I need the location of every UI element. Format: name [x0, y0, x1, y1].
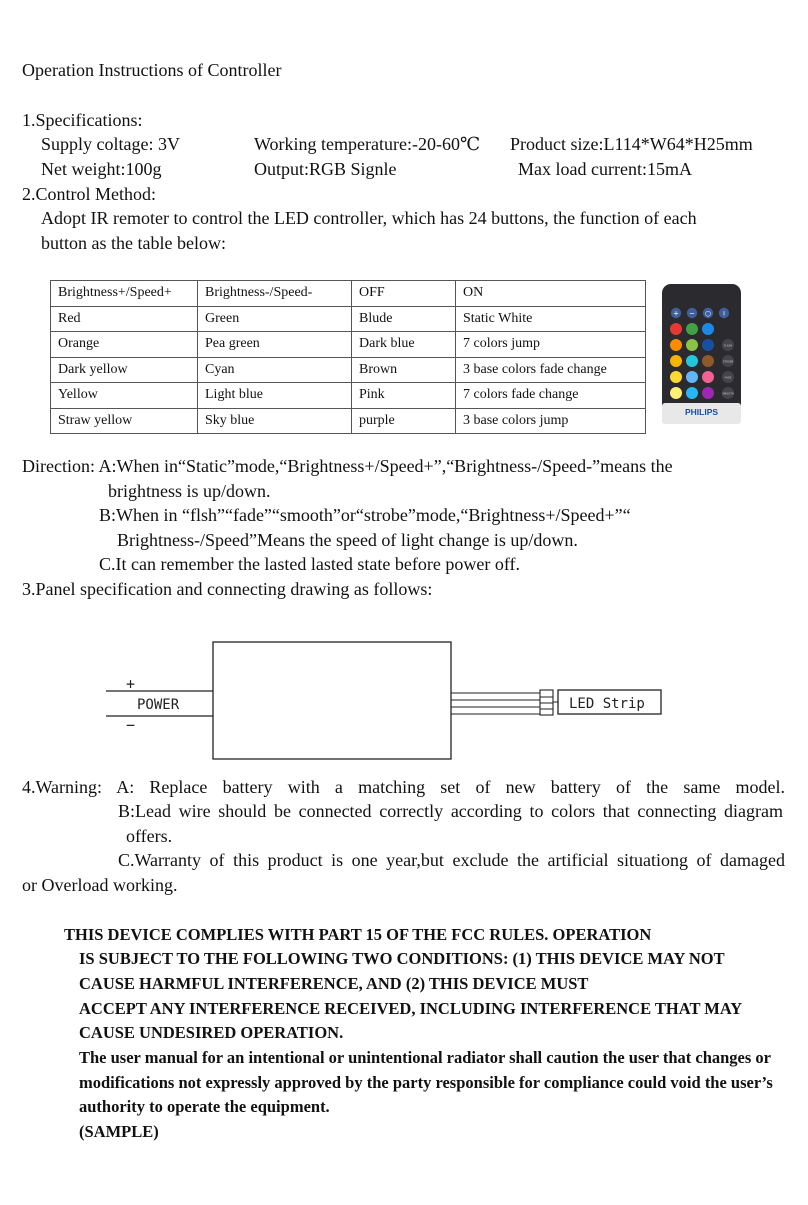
- button-function-table: [50, 280, 646, 434]
- panel-heading: 3.Panel specification and connecting drawing as follows:: [22, 579, 433, 599]
- circle-icon: ○: [704, 309, 712, 318]
- color-button-icon: [686, 339, 698, 351]
- color-button-icon: [670, 387, 682, 399]
- remote-color-buttons: [670, 323, 714, 399]
- table-cell: purple: [352, 408, 456, 434]
- fcc-line2: IS SUBJECT TO THE FOLLOWING TWO CONDITIONS: (1) THIS DEVICE MAY NOT: [79, 949, 725, 968]
- table-cell: Brightness-/Speed-: [198, 281, 352, 307]
- power-label: POWER: [137, 697, 180, 713]
- fcc-line4: ACCEPT ANY INTERFERENCE RECEIVED, INCLUDING INTERFERENCE THAT MAY: [79, 999, 743, 1018]
- smooth-label: SMOOTH: [722, 392, 734, 396]
- power-icon: I: [723, 310, 725, 318]
- direction-a-line2: brightness is up/down.: [108, 481, 271, 501]
- fcc-line9: (SAMPLE): [79, 1122, 159, 1141]
- minus-sign: −: [126, 716, 136, 734]
- fcc-line8: authority to operate the equipment.: [79, 1097, 330, 1116]
- table-cell: Red: [51, 306, 198, 332]
- table-cell: Cyan: [198, 357, 352, 383]
- warning-c-line1: C.Warranty of this product is one year,but exclude the artificial situationg of damaged: [118, 850, 785, 870]
- spec-output: Output:RGB Signle: [254, 159, 397, 179]
- table-cell: Pea green: [198, 332, 352, 358]
- flash-label: FLASH: [723, 344, 733, 348]
- table-cell: Static White: [456, 306, 646, 332]
- table-row: [51, 383, 646, 409]
- color-button-icon: [670, 323, 682, 335]
- table-cell: Dark yellow: [51, 357, 198, 383]
- warning-b-line2: offers.: [126, 826, 173, 846]
- ir-remote-illustration: [660, 284, 743, 424]
- strobe-label: STROBE: [722, 360, 734, 364]
- table-row: [51, 357, 646, 383]
- color-button-icon: [702, 387, 714, 399]
- table-cell: 7 colors jump: [456, 332, 646, 358]
- page-title: Operation Instructions of Controller: [22, 60, 282, 80]
- table-cell: OFF: [352, 281, 456, 307]
- table-row: [51, 332, 646, 358]
- color-button-icon: [686, 323, 698, 335]
- table-cell: Green: [198, 306, 352, 332]
- specifications-heading: 1.Specifications:: [22, 110, 143, 130]
- philips-logo: PHILIPS: [684, 407, 719, 417]
- connection-diagram: [0, 630, 808, 770]
- table-cell: Blude: [352, 306, 456, 332]
- minus-icon: −: [689, 309, 695, 318]
- color-button-icon: [670, 339, 682, 351]
- warning-a-line: 4.Warning: A: Replace battery with a matching set of new battery of the same model.: [22, 777, 785, 797]
- direction-b-line2: Brightness-/Speed”Means the speed of light change is up/down.: [117, 530, 578, 550]
- warning-c-line2: or Overload working.: [22, 875, 178, 895]
- table-cell: Brown: [352, 357, 456, 383]
- spec-max-load: Max load current:15mA: [518, 159, 692, 179]
- table-cell: 7 colors fade change: [456, 383, 646, 409]
- color-button-icon: [702, 339, 714, 351]
- color-button-icon: [686, 387, 698, 399]
- table-cell: Sky blue: [198, 408, 352, 434]
- color-button-icon: [670, 371, 682, 383]
- color-button-icon: [686, 355, 698, 367]
- plus-icon: +: [673, 309, 679, 318]
- fade-label: FADE: [724, 376, 732, 380]
- color-button-icon: [670, 355, 682, 367]
- table-cell: Brightness+/Speed+: [51, 281, 198, 307]
- table-row: [51, 408, 646, 434]
- controller-box: [213, 642, 451, 759]
- fcc-line3: CAUSE HARMFUL INTERFERENCE, AND (2) THIS DEVICE MUST: [79, 974, 589, 993]
- direction-c-line: C.It can remember the lasted lasted state before power off.: [99, 554, 520, 574]
- warning-b-line1: B:Lead wire should be connected correctly according to colors that connecting diagram: [118, 801, 783, 821]
- spec-working-temp: Working temperature:-20-60℃: [254, 134, 481, 154]
- control-method-heading: 2.Control Method:: [22, 184, 156, 204]
- fcc-line1: THIS DEVICE COMPLIES WITH PART 15 OF THE FCC RULES. OPERATION: [64, 925, 652, 944]
- table-cell: Light blue: [198, 383, 352, 409]
- control-description-line2: button as the table below:: [41, 233, 226, 253]
- spec-net-weight: Net weight:100g: [41, 159, 162, 179]
- fcc-line7: modifications not expressly approved by the party responsible for compliance could void the user’s: [79, 1073, 773, 1092]
- table-cell: Pink: [352, 383, 456, 409]
- color-button-icon: [686, 371, 698, 383]
- control-description-line1: Adopt IR remoter to control the LED controller, which has 24 buttons, the function of each: [41, 208, 697, 228]
- color-button-icon: [702, 355, 714, 367]
- color-button-icon: [702, 371, 714, 383]
- table-cell: Straw yellow: [51, 408, 198, 434]
- table-cell: ON: [456, 281, 646, 307]
- table-cell: 3 base colors fade change: [456, 357, 646, 383]
- table-row: [51, 306, 646, 332]
- direction-b-line1: B:When in “flsh”“fade”“smooth”or“strobe”mode,“Brightness+/Speed+”“: [99, 505, 631, 525]
- table-cell: 3 base colors jump: [456, 408, 646, 434]
- table-cell: Dark blue: [352, 332, 456, 358]
- table-cell: Orange: [51, 332, 198, 358]
- led-strip-label: LED Strip: [569, 696, 645, 712]
- color-button-icon: [702, 323, 714, 335]
- table-cell: Yellow: [51, 383, 198, 409]
- fcc-line6: The user manual for an intentional or unintentional radiator shall caution the user that changes or: [79, 1048, 772, 1067]
- table-row: [51, 281, 646, 307]
- spec-product-size: Product size:L114*W64*H25mm: [510, 134, 753, 154]
- direction-a-line1: Direction: A:When in“Static”mode,“Brightness+/Speed+”,“Brightness-/Speed-”means the: [22, 456, 673, 476]
- plus-sign: +: [126, 675, 136, 693]
- fcc-line5: CAUSE UNDESIRED OPERATION.: [79, 1023, 344, 1042]
- spec-supply-voltage: Supply coltage: 3V: [41, 134, 180, 154]
